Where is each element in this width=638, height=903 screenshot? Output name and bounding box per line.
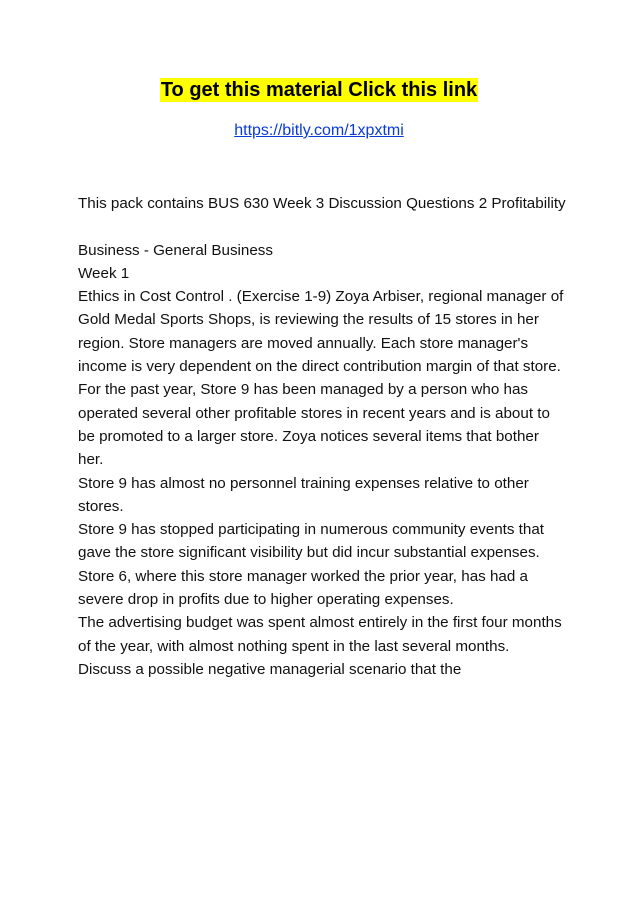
- paragraph-spacer: [78, 215, 568, 238]
- category-line: Business - General Business: [78, 241, 273, 259]
- document-body: [78, 192, 568, 681]
- item-advertising: The advertising budget was spent almost entirely in the first four months of the year, with almost nothing spent in the last several months.: [78, 614, 562, 655]
- item-store-6: Store 6, where this store manager worked the prior year, has had a severe drop in profits due to higher operating expenses.: [78, 567, 528, 609]
- intro-paragraph: This pack contains BUS 630 Week 3 Discussion Questions 2 Profitability: [78, 195, 566, 212]
- item-community: Store 9 has stopped participating in numerous community events that gave the store significant visibility but did incur substantial expenses.: [78, 521, 545, 562]
- title-container: [0, 78, 638, 102]
- page-title: To get this material Click this link: [160, 79, 478, 101]
- exercise-paragraph: Ethics in Cost Control . (Exercise 1-9) Zoya Arbiser, regional manager of Gold Medal Sports Shops, is reviewing the results of 15 stores in her region. Store managers are moved annually. Each store manager's income is very dependent on the direct contribution margin of that store. For the past year, Store 9 has been managed by a person who has operated several other profitable stores in recent years and is about to be promoted to a larger store. Zoya notices several items that bother her.: [78, 288, 564, 469]
- link-container: [0, 120, 638, 142]
- week-line: Week 1: [78, 264, 130, 282]
- discussion-prompt: Discuss a possible negative managerial scenario that the: [78, 660, 462, 678]
- material-link[interactable]: https://bitly.com/1xpxtmi: [234, 122, 404, 139]
- item-training: Store 9 has almost no personnel training expenses relative to other stores.: [78, 474, 529, 515]
